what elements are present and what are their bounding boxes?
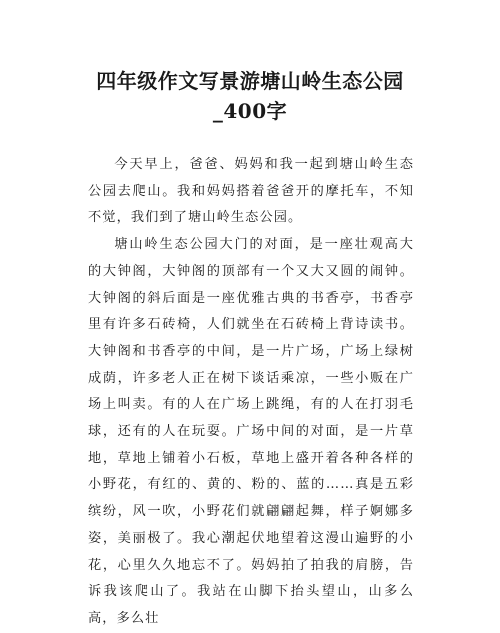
paragraph-2: 塘山岭生态公园大门的对面，是一座壮观高大的大钟阁，大钟阁的顶部有一个又大又圆的闹钟。大钟阁的斜后面是一座优雅古典的书香亭，书香亭里有许多石砖椅，人们就坐在石砖椅上背诗读书。大钟阁和书香亭的中间，是一片广场，广场上绿树成荫，许多老人正在树下谈话乘凉，一些小贩在广场上叫卖。有的人在广场上跳绳，有的人在打羽毛球，还有的人在玩耍。广场中间的对面，是一片草地，草地上铺着小石板，草地上盛开着各种各样的小野花，有红的、黄的、粉的、蓝的……真是五彩缤纷，风一吹，小野花们就翩翩起舞，样子婀娜多姿，美丽极了。我心潮起伏地望着这漫山遍野的小花，心里久久地忘不了。妈妈拍了拍我的肩膀，告诉我该爬山了。我站在山脚下抬头望山，山多么高，多么壮 (88, 237, 414, 626)
document-title: 四年级作文写景游塘山岭生态公园_400字 (96, 69, 404, 123)
document-body (88, 152, 414, 633)
paragraph-1: 今天早上，爸爸、妈妈和我一起到塘山岭生态公园去爬山。我和妈妈搭着爸爸开的摩托车，不知不觉，我们到了塘山岭生态公园。 (88, 157, 414, 226)
